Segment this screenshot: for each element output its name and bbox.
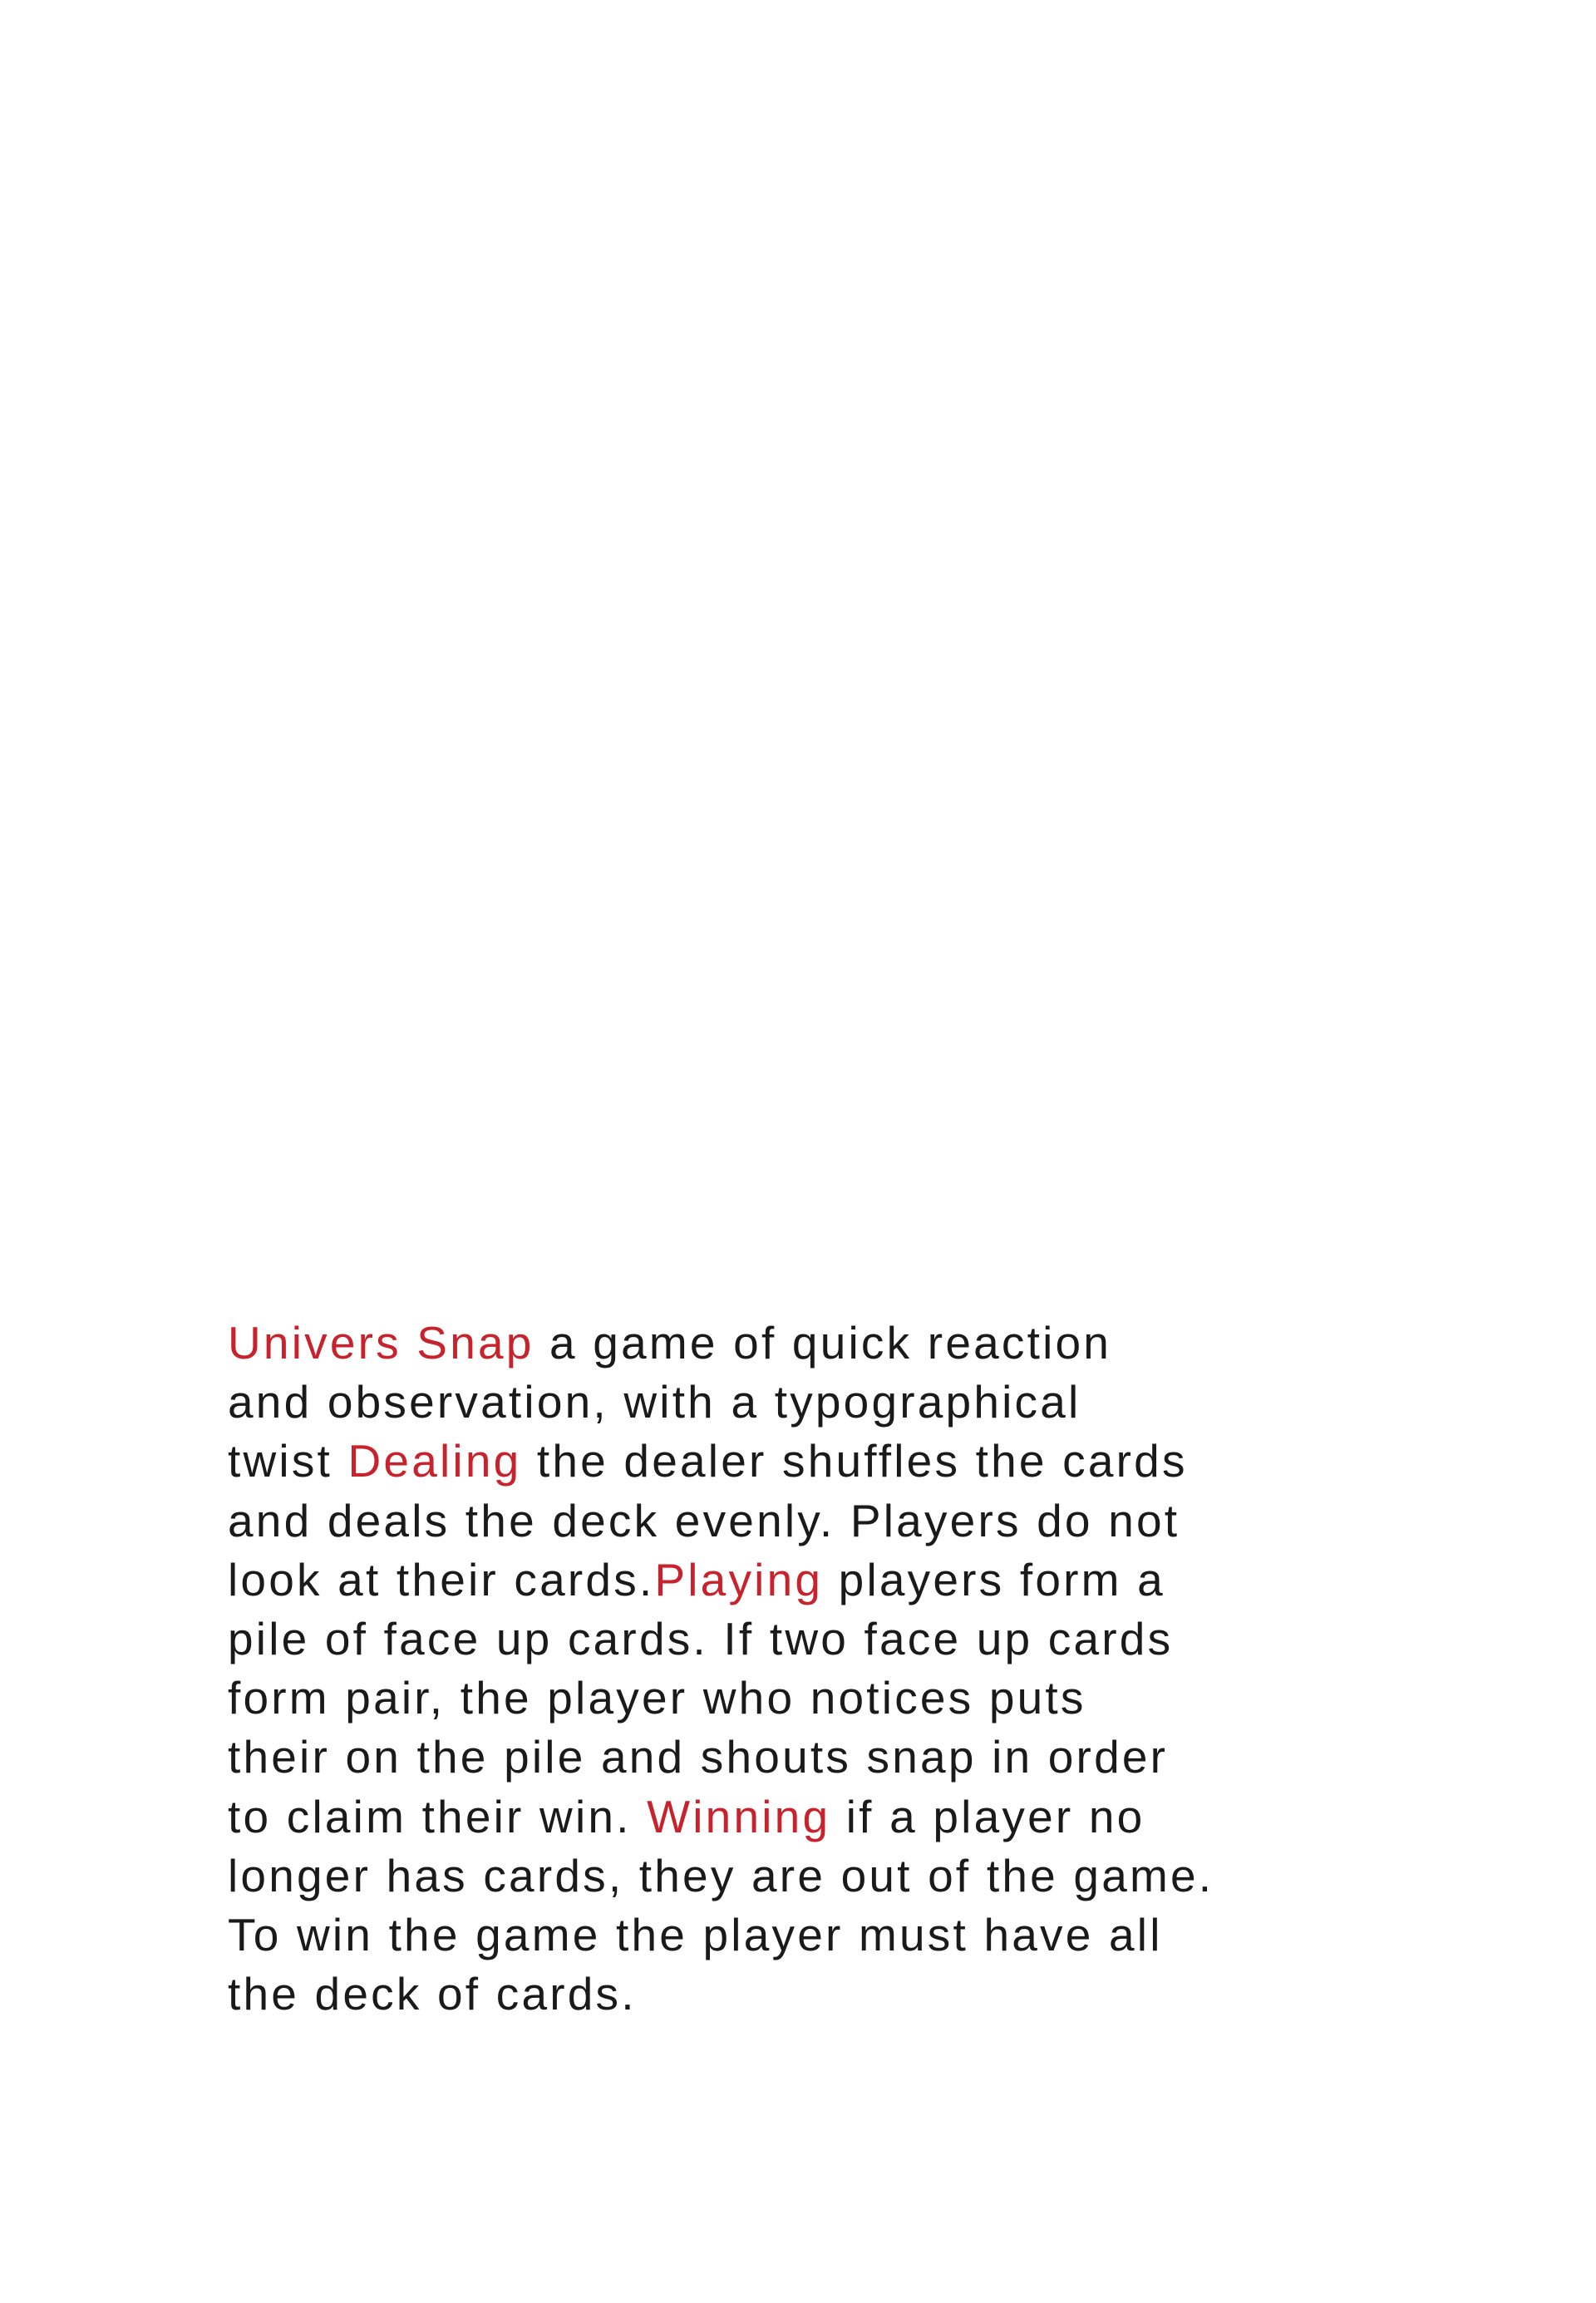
section-heading: Playing (654, 1553, 824, 1605)
body-text: twist (228, 1435, 348, 1487)
text-line (228, 1492, 1375, 1551)
body-text: to claim their win. (228, 1790, 648, 1842)
body-text: form pair, the player who notices puts (228, 1672, 1086, 1724)
body-text: and observation, with a typographical (228, 1376, 1081, 1428)
body-text: the deck of cards. (228, 1968, 637, 2020)
body-text: if a player no (830, 1790, 1145, 1842)
section-heading: Dealing (347, 1435, 522, 1487)
text-line (228, 1314, 1375, 1373)
body-text: the dealer shuffles the cards (521, 1435, 1188, 1487)
text-line (228, 1373, 1375, 1432)
text-line (228, 1551, 1375, 1610)
text-line (228, 1669, 1375, 1728)
text-line (228, 1906, 1375, 1965)
text-line (228, 1610, 1375, 1669)
section-heading: Univers Snap (228, 1317, 534, 1368)
body-text: longer has cards, they are out of the game. (228, 1849, 1214, 1901)
text-line (228, 1432, 1375, 1491)
body-text: a game of quick reaction (534, 1317, 1112, 1368)
body-text: To win the game the player must have all (228, 1909, 1163, 1961)
body-text: players form a (823, 1553, 1165, 1605)
body-text: pile of face up cards. If two face up cards (228, 1613, 1174, 1665)
body-text: look at their cards. (228, 1553, 655, 1605)
game-rules-paragraph (228, 1314, 1375, 2024)
body-text: and deals the deck evenly. Players do not (228, 1494, 1180, 1546)
text-line (228, 1965, 1375, 2024)
text-line (228, 1728, 1375, 1787)
text-line (228, 1788, 1375, 1847)
text-line (228, 1847, 1375, 1906)
section-heading: Winning (647, 1790, 831, 1842)
body-text: their on the pile and shouts snap in order (228, 1731, 1169, 1783)
